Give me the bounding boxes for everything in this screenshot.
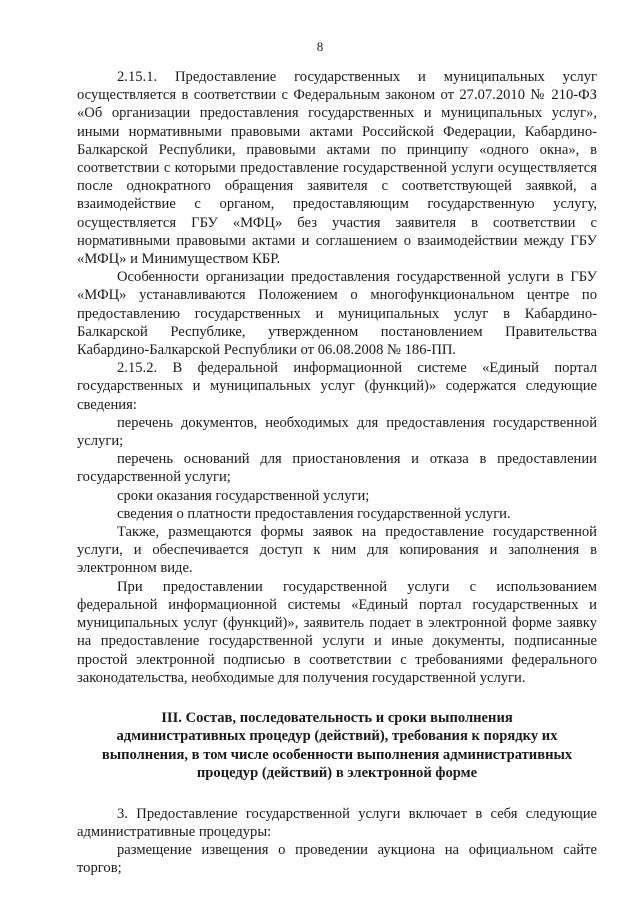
list-item: сведения о платности предоставления государственной услуги. bbox=[117, 505, 511, 522]
list-item: перечень документов, необходимых для предоставления государственной услуги; bbox=[77, 414, 597, 450]
paragraph: 2.15.1. Предоставление государственных и муниципальных услуг осуществляется в соответствии с Федеральным законом от 27.07.2010 № 210-ФЗ «Об организации предоставления государственных и муниципальных услуг», иными нормативными правовыми актами Российской Федерации, Кабардино-Балкарской Республики, правовыми актами по принципу «одного окна», в соответствии с которыми предоставление государственной услуги осуществляется после однократного обращения заявителя с соответствующей заявкой, а взаимодействие с органом, предоставляющим государственную услугу, осуществляется ГБУ «МФЦ» без участия заявителя в соответствии с нормативными правовыми актами и соглашением о взаимодействии между ГБУ «МФЦ» и Минимуществом КБР. bbox=[77, 69, 597, 268]
list-item: сроки оказания государственной услуги; bbox=[117, 487, 370, 504]
paragraph: Особенности организации предоставления государственной услуги в ГБУ «МФЦ» устанавливаются Положением о многофункциональном центре по предоставлению государственных и муниципальных услуг в Кабардино-Балкарской Республике, утвержденном постановлением Правительства Кабардино-Балкарской Республики от 06.08.2008 № 186-ПП. bbox=[77, 269, 597, 359]
document-body bbox=[77, 68, 597, 877]
list-item: размещение извещения о проведении аукциона на официальном сайте торгов; bbox=[77, 841, 597, 877]
paragraph: Также, размещаются формы заявок на предоставление государственной услуги, и обеспечивается доступ к ним для копирования и заполнения в электронном виде. bbox=[77, 524, 597, 577]
paragraph: 3. Предоставление государственной услуги включает в себя следующие административные процедуры: bbox=[77, 805, 597, 840]
paragraph: При предоставлении государственной услуги с использованием федеральной информационной системы «Единый портал государственных и муниципальных услуг (функций)», заявитель подает в электронной форме заявку на предоставление государственной услуги и иные документы, подписанные простой электронной подписью в соответствии с требованиями федерального законодательства, необходимые для получения государственной услуги. bbox=[77, 578, 597, 686]
section-heading: III. Состав, последовательность и сроки выполнения административных процедур (действий), требования к порядку их выполнения, в том числе особенности выполнения административных процедур (действий) в электронной форме bbox=[101, 709, 573, 782]
paragraph: 2.15.2. В федеральной информационной системе «Единый портал государственных и муниципальных услуг (функций)» содержатся следующие сведения: bbox=[77, 360, 597, 413]
page-number: 8 bbox=[316, 39, 324, 54]
list-item: перечень оснований для приостановления и отказа в предоставлении государственной услуги; bbox=[77, 451, 597, 486]
